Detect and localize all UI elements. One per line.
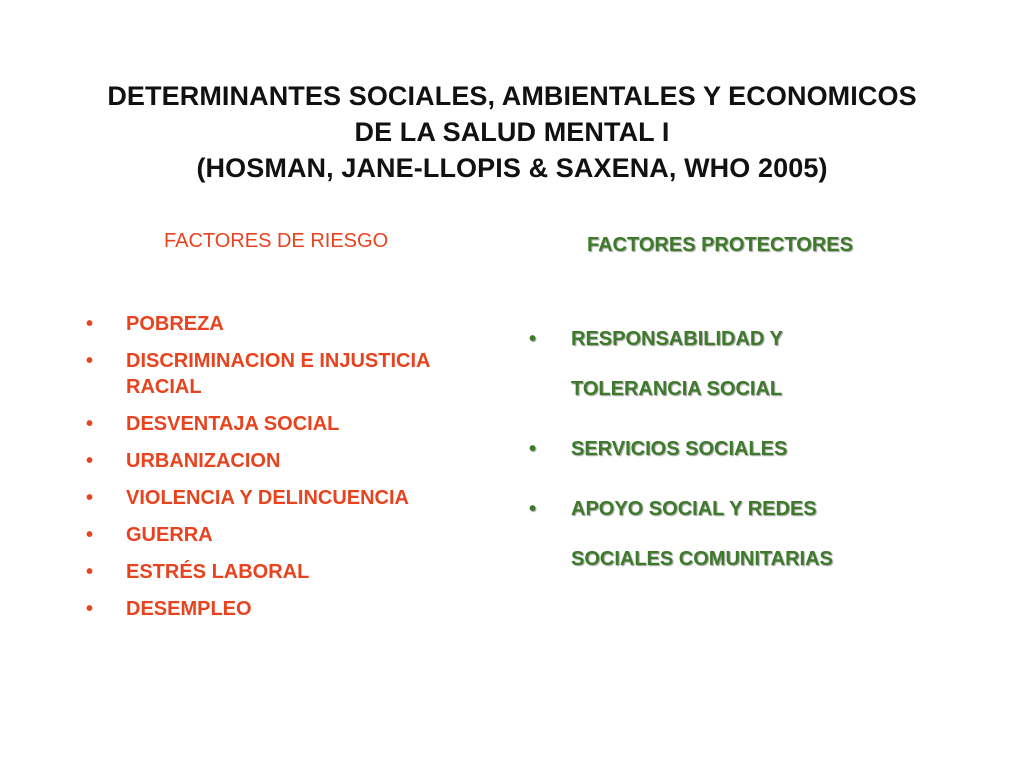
risk-factors-heading: FACTORES DE RIESGO	[164, 230, 389, 252]
list-item	[527, 484, 967, 584]
list-item-text: DISCRIMINACION E INJUSTICIA RACIAL	[126, 350, 430, 398]
list-item	[82, 559, 502, 585]
bullet-icon: •	[86, 413, 94, 435]
bullet-icon: •	[529, 438, 537, 460]
bullet-icon: •	[86, 561, 94, 583]
list-item	[82, 485, 502, 511]
list-item-text: VIOLENCIA Y DELINCUENCIA	[126, 487, 409, 509]
risk-factors-column	[82, 228, 502, 633]
list-item-text: DESVENTAJA SOCIAL	[126, 413, 340, 435]
list-item	[527, 424, 967, 474]
list-item	[527, 314, 967, 414]
list-item	[82, 596, 502, 622]
protective-factors-column	[527, 232, 967, 594]
list-item	[82, 448, 502, 474]
bullet-icon: •	[86, 313, 94, 335]
list-item-text: SERVICIOS SOCIALES	[571, 438, 788, 460]
list-item-text: POBREZA	[126, 313, 224, 335]
list-item-text: GUERRA	[126, 524, 213, 546]
list-item-text: TOLERANCIA SOCIAL	[571, 378, 783, 400]
bullet-icon: •	[529, 498, 537, 520]
list-item-text: URBANIZACION	[126, 450, 281, 472]
bullet-icon: •	[529, 328, 537, 350]
protective-factors-heading: FACTORES PROTECTORES	[587, 234, 853, 256]
list-item	[82, 411, 502, 437]
bullet-icon: •	[86, 598, 94, 620]
list-item	[82, 311, 502, 337]
title-line-3: (HOSMAN, JANE-LLOPIS & SAXENA, WHO 2005)	[196, 153, 828, 183]
list-item-text: DESEMPLEO	[126, 598, 252, 620]
title-line-2: DE LA SALUD MENTAL I	[354, 117, 670, 147]
title-line-1: DETERMINANTES SOCIALES, AMBIENTALES Y ECONOMICOS	[107, 81, 917, 111]
bullet-icon: •	[86, 350, 94, 372]
risk-factors-list	[82, 311, 502, 622]
list-item	[82, 522, 502, 548]
list-item-text: ESTRÉS LABORAL	[126, 561, 310, 583]
slide-title	[60, 78, 964, 186]
bullet-icon: •	[86, 487, 94, 509]
bullet-icon: •	[86, 524, 94, 546]
protective-factors-list	[527, 314, 967, 584]
bullet-icon: •	[86, 450, 94, 472]
list-item	[82, 348, 502, 400]
list-item-text: RESPONSABILIDAD Y	[571, 328, 783, 350]
list-item-text: SOCIALES COMUNITARIAS	[571, 548, 833, 570]
list-item-text: APOYO SOCIAL Y REDES	[571, 498, 817, 520]
